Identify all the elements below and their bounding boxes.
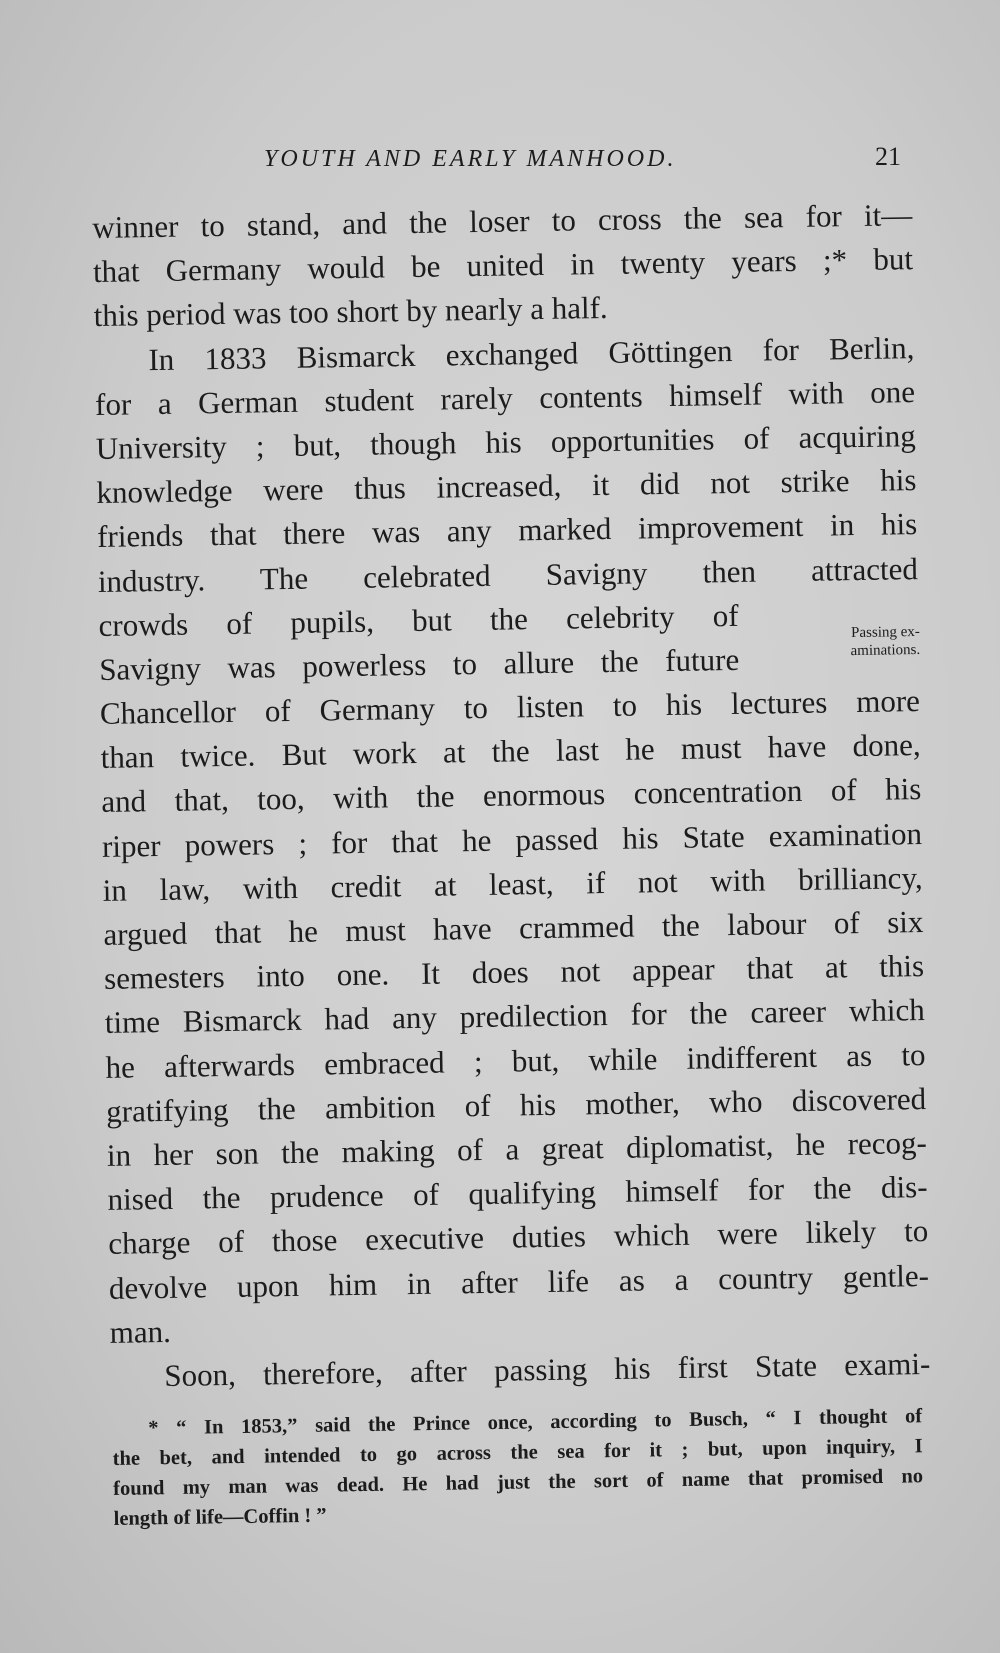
footnote — [112, 1401, 924, 1534]
text-line: in law, with credit at least, if not with brilliancy, — [102, 859, 923, 908]
body-text — [92, 193, 931, 1399]
text-line: In 1833 Bismarck exchanged Göttingen for Berlin, — [148, 329, 915, 377]
text-line: University ; but, though his opportunities of acquiring — [95, 418, 916, 466]
text-line: that Germany would be united in twenty years ;* but — [92, 241, 914, 290]
text-line: argued that he must have crammed the labour of six — [103, 904, 924, 952]
text-line: industry. The celebrated Savigny then attracted — [97, 550, 919, 599]
marginal-note-line: Passing ex- — [850, 623, 920, 642]
text-line: winner to stand, and the loser to cross the sea for it— — [92, 197, 913, 245]
text-line: knowledge were thus increased, it did not strike his — [96, 462, 917, 511]
marginal-note — [790, 623, 921, 661]
page-header — [0, 142, 1000, 182]
text-line: devolve upon him in after life as a country gentle- — [108, 1257, 930, 1306]
text-line: charge of those executive duties which were likely to — [108, 1213, 929, 1262]
text-line: semesters into one. It does not appear that at this — [103, 948, 925, 997]
text-line: riper powers ; for that he passed his State examination — [101, 815, 923, 864]
text-line: Soon, therefore, after passing his first State exami- — [164, 1345, 931, 1393]
text-line: in her son the making of a great diplomatist, he recog- — [106, 1124, 928, 1173]
marginal-note-line: aminations. — [850, 641, 921, 660]
text-line: and that, too, with the enormous concentration of his — [101, 771, 922, 820]
text-line: than twice. But work at the last he must have done, — [100, 727, 921, 776]
text-line: time Bismarck had any predilection for the career which — [104, 992, 926, 1041]
text-line: for a German student rarely contents himself with one — [94, 373, 916, 422]
text-line: Savigny was powerless to allure the future — [99, 641, 740, 687]
text-line: crowds of pupils, but the celebrity of — [98, 597, 739, 643]
footnote-line: the bet, and intended to go across the sea for it ; but, upon inquiry, I — [112, 1435, 923, 1470]
page-number: 21 — [875, 142, 901, 171]
text-line: he afterwards embraced ; but, while indifferent as to — [105, 1036, 926, 1085]
text-line: this period was too short by nearly a half. — [93, 290, 608, 334]
text-line: gratifying the ambition of his mother, who discovered — [105, 1080, 927, 1129]
text-line: Chancellor of Germany to listen to his lectures more — [99, 683, 921, 731]
text-line: nised the prudence of qualifying himself for the dis- — [107, 1169, 928, 1218]
running-head: YOUTH AND EARLY MANHOOD. — [264, 146, 677, 172]
text-line: friends that there was any marked improvement in his — [96, 506, 918, 555]
footnote-line: length of life—Coffin ! ” — [113, 1504, 327, 1530]
footnote-line: * “ In 1853,” said the Prince once, according to Busch, “ I thought of — [148, 1405, 923, 1440]
text-line: man. — [109, 1313, 172, 1350]
footnote-line: found my man was dead. He had just the sort of name that promised no — [113, 1465, 924, 1500]
